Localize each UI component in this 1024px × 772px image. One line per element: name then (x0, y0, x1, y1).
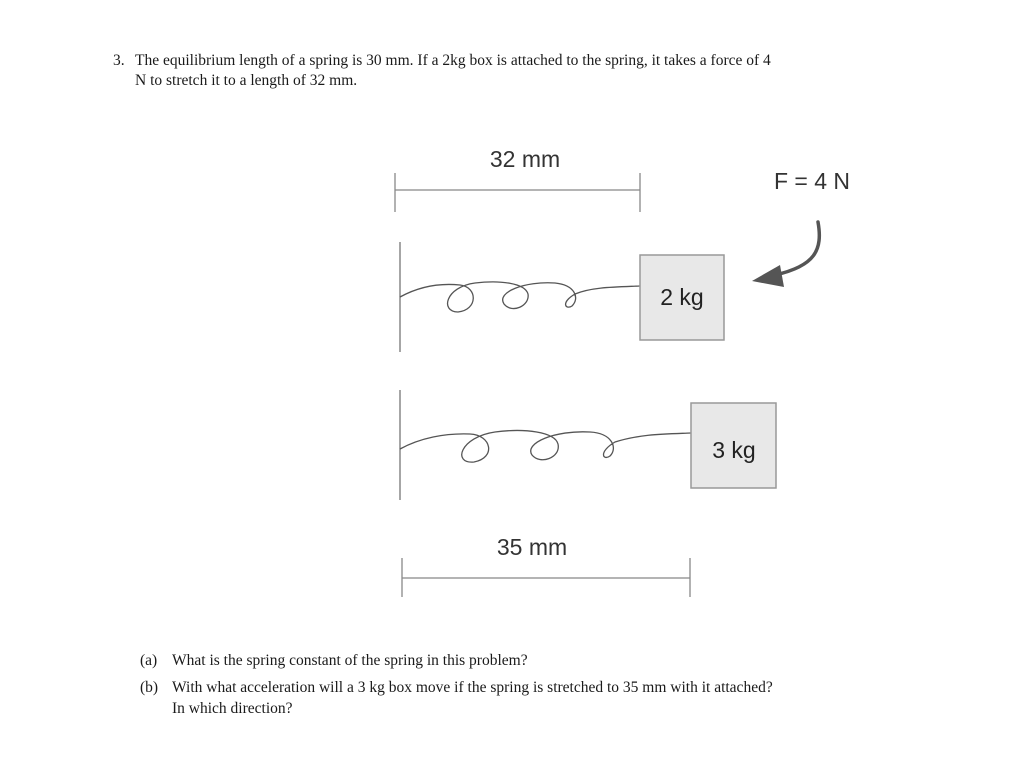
force-label: F = 4 N (773, 168, 851, 194)
spring-1-icon (400, 282, 640, 312)
bottom-measurement (402, 558, 690, 597)
box-3kg-label: 3 kg (712, 437, 756, 463)
part-a-label: (a) (140, 652, 158, 669)
problem-number: 3. (113, 52, 125, 69)
top-measurement (395, 173, 640, 212)
spring-2-icon (400, 431, 691, 463)
part-b-text-line-2: In which direction? (172, 700, 293, 717)
top-measure-label: 32 mm (489, 146, 561, 172)
force-arrow-icon (752, 222, 819, 287)
problem-text-line-1: The equilibrium length of a spring is 30 mm. If a 2kg box is attached to the spring, it takes a force of 4 (135, 52, 771, 69)
box-2kg-label: 2 kg (660, 284, 704, 310)
part-b-label: (b) (140, 679, 159, 696)
bottom-measure-label: 35 mm (496, 534, 568, 560)
part-a-text: What is the spring constant of the spring in this problem? (172, 652, 528, 669)
part-b-text-line-1: With what acceleration will a 3 kg box move if the spring is stretched to 35 mm with it attached? (172, 679, 773, 696)
problem-text-line-2: N to stretch it to a length of 32 mm. (135, 72, 358, 89)
